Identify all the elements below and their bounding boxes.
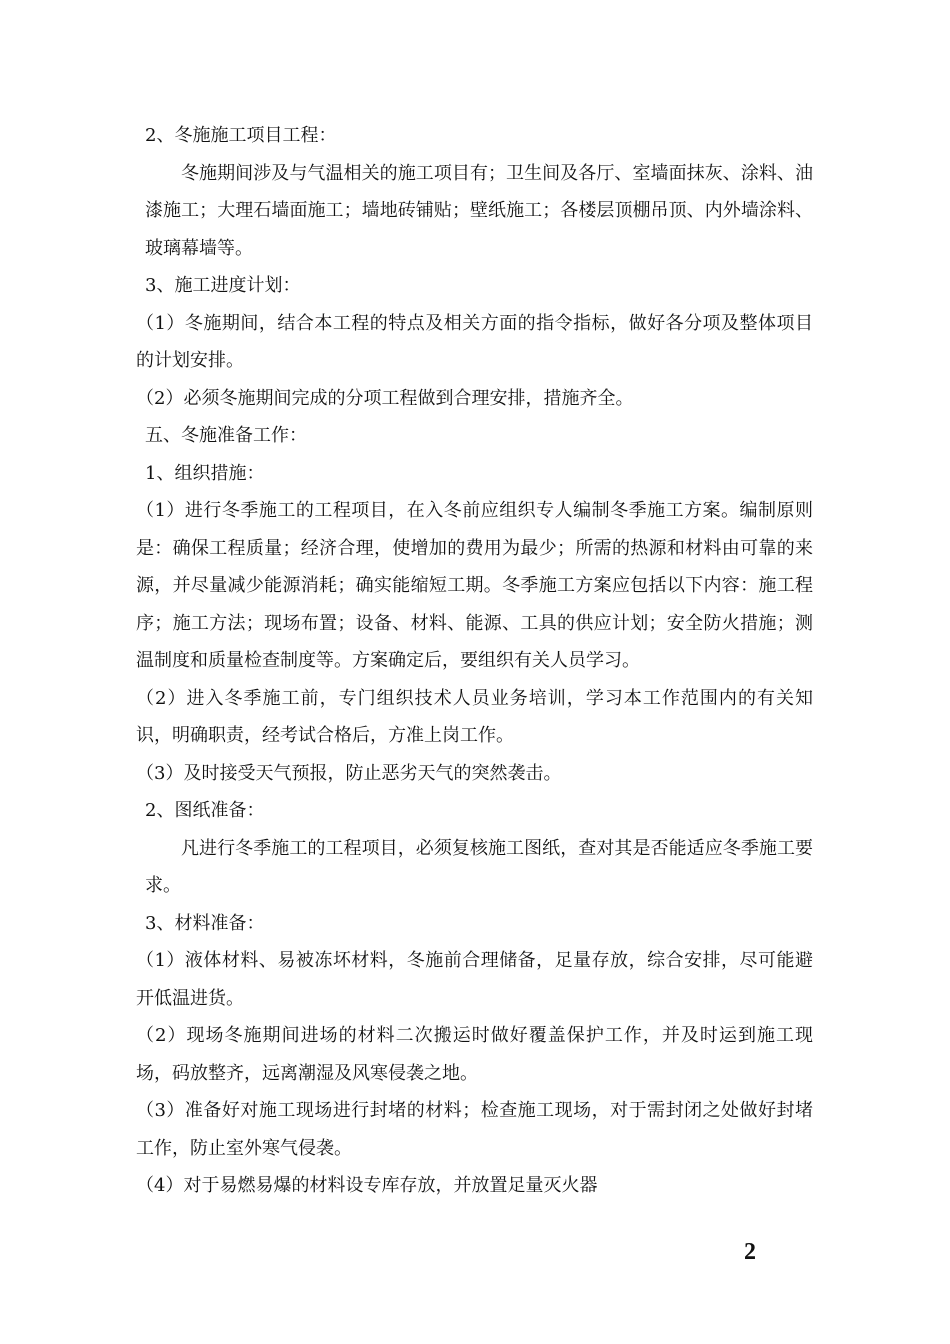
list-item: （3）准备好对施工现场进行封堵的材料；检查施工现场，对于需封闭之处做好封堵工作，防止室外寒气侵袭。 — [136, 1100, 813, 1159]
list-item: （3）及时接受天气预报，防止恶劣天气的突然袭击。 — [136, 762, 562, 784]
section-heading: 2、图纸准备： — [145, 800, 265, 821]
list-item: （4）对于易燃易爆的材料设专库存放，并放置足量灭火器 — [136, 1175, 598, 1196]
list-item: （2）现场冬施期间进场的材料二次搬运时做好覆盖保护工作，并及时运到施工现场，码放整齐，远离潮湿及风寒侵袭之地。 — [136, 1025, 813, 1084]
section-heading: 2、冬施施工项目工程： — [145, 125, 337, 146]
paragraph: 凡进行冬季施工的工程项目，必须复核施工图纸，查对其是否能适应冬季施工要求。 — [145, 837, 813, 896]
section-heading: 3、施工进度计划： — [145, 275, 301, 296]
list-item: （1）冬施期间，结合本工程的特点及相关方面的指令指标，做好各分项及整体项目的计划安排。 — [136, 312, 813, 371]
list-item: （1）进行冬季施工的工程项目，在入冬前应组织专人编制冬季施工方案。编制原则是：确保工程质量；经济合理，使增加的费用为最少；所需的热源和材料由可靠的来源，并尽量减少能源消耗；确实能缩短工期。冬季施工方案应包括以下内容：施工程序；施工方法；现场布置；设备、材料、能源、工具的供应计划；安全防火措施；测温制度和质量检查制度等。方案确定后，要组织有关人员学习。 — [136, 500, 813, 671]
list-item: （1）液体材料、易被冻坏材料，冬施前合理储备，足量存放，综合安排，尽可能避开低温进货。 — [136, 950, 813, 1009]
paragraph: 冬施期间涉及与气温相关的施工项目有；卫生间及各厅、室墙面抹灰、涂料、油漆施工；大理石墙面施工；墙地砖铺贴；壁纸施工；各楼层顶棚吊顶、内外墙涂料、玻璃幕墙等。 — [145, 162, 813, 259]
section-heading: 3、材料准备： — [145, 912, 265, 934]
section-heading: 五、冬施准备工作： — [145, 425, 307, 446]
document-body — [136, 117, 813, 1205]
section-heading: 1、组织措施： — [145, 462, 265, 484]
list-item: （2）必须冬施期间完成的分项工程做到合理安排，措施齐全。 — [136, 387, 634, 409]
list-item: （2）进入冬季施工前，专门组织技术人员业务培训，学习本工作范围内的有关知识，明确职责，经考试合格后，方准上岗工作。 — [136, 687, 813, 746]
page-number: 2 — [744, 1239, 756, 1265]
